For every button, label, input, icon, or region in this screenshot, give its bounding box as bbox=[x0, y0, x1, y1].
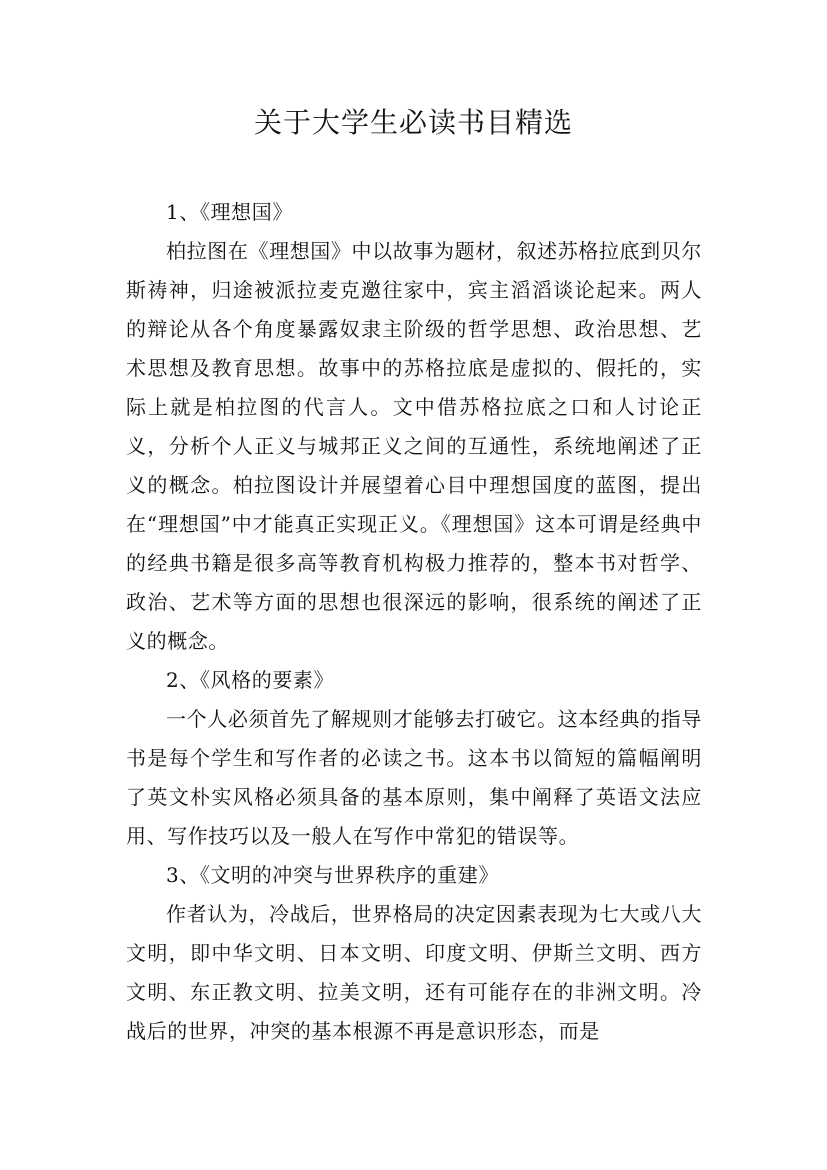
section-heading-elements-of-style: 2、《风格的要素》 bbox=[166, 668, 335, 692]
section-heading-clash-of-civilizations: 3、《文明的冲突与世界秩序的重建》 bbox=[166, 863, 499, 887]
section-heading-republic: 1、《理想国》 bbox=[166, 200, 293, 224]
paragraph-republic: 柏拉图在《理想国》中以故事为题材，叙述苏格拉底到贝尔斯祷神，归途被派拉麦克邀往家中，宾主滔滔谈论起来。两人的辩论从各个角度暴露奴隶主阶级的哲学思想、政治思想、艺术思想及教育思想。故事中的苏格拉底是虚拟的、假托的，实际上就是柏拉图的代言人。文中借苏格拉底之口和人讨论正义，分析个人正义与城邦正义之间的互通性，系统地阐述了正义的概念。柏拉图设计并展望着心目中理想国度的蓝图，提出在“理想国”中才能真正实现正义。《理想国》这本可谓是经典中的经典书籍是很多高等教育机构极力推荐的，整本书对哲学、政治、艺术等方面的思想也很深远的影响，很系统的阐述了正义的概念。 bbox=[126, 239, 702, 653]
paragraph-elements-of-style: 一个人必须首先了解规则才能够去打破它。这本经典的指导书是每个学生和写作者的必读之书。这本书以简短的篇幅阐明了英文朴实风格必须具备的基本原则，集中阐释了英语文法应用、写作技巧以及一般人在写作中常犯的错误等。 bbox=[126, 707, 702, 848]
document-body bbox=[126, 193, 702, 1051]
document-title: 关于大学生必读书目精选 bbox=[253, 106, 573, 139]
paragraph-clash-of-civilizations: 作者认为，冷战后，世界格局的决定因素表现为七大或八大文明，即中华文明、日本文明、印度文明、伊斯兰文明、西方文明、东正教文明、拉美文明，还有可能存在的非洲文明。冷战后的世界，冲突的基本根源不再是意识形态，而是 bbox=[126, 902, 702, 1043]
